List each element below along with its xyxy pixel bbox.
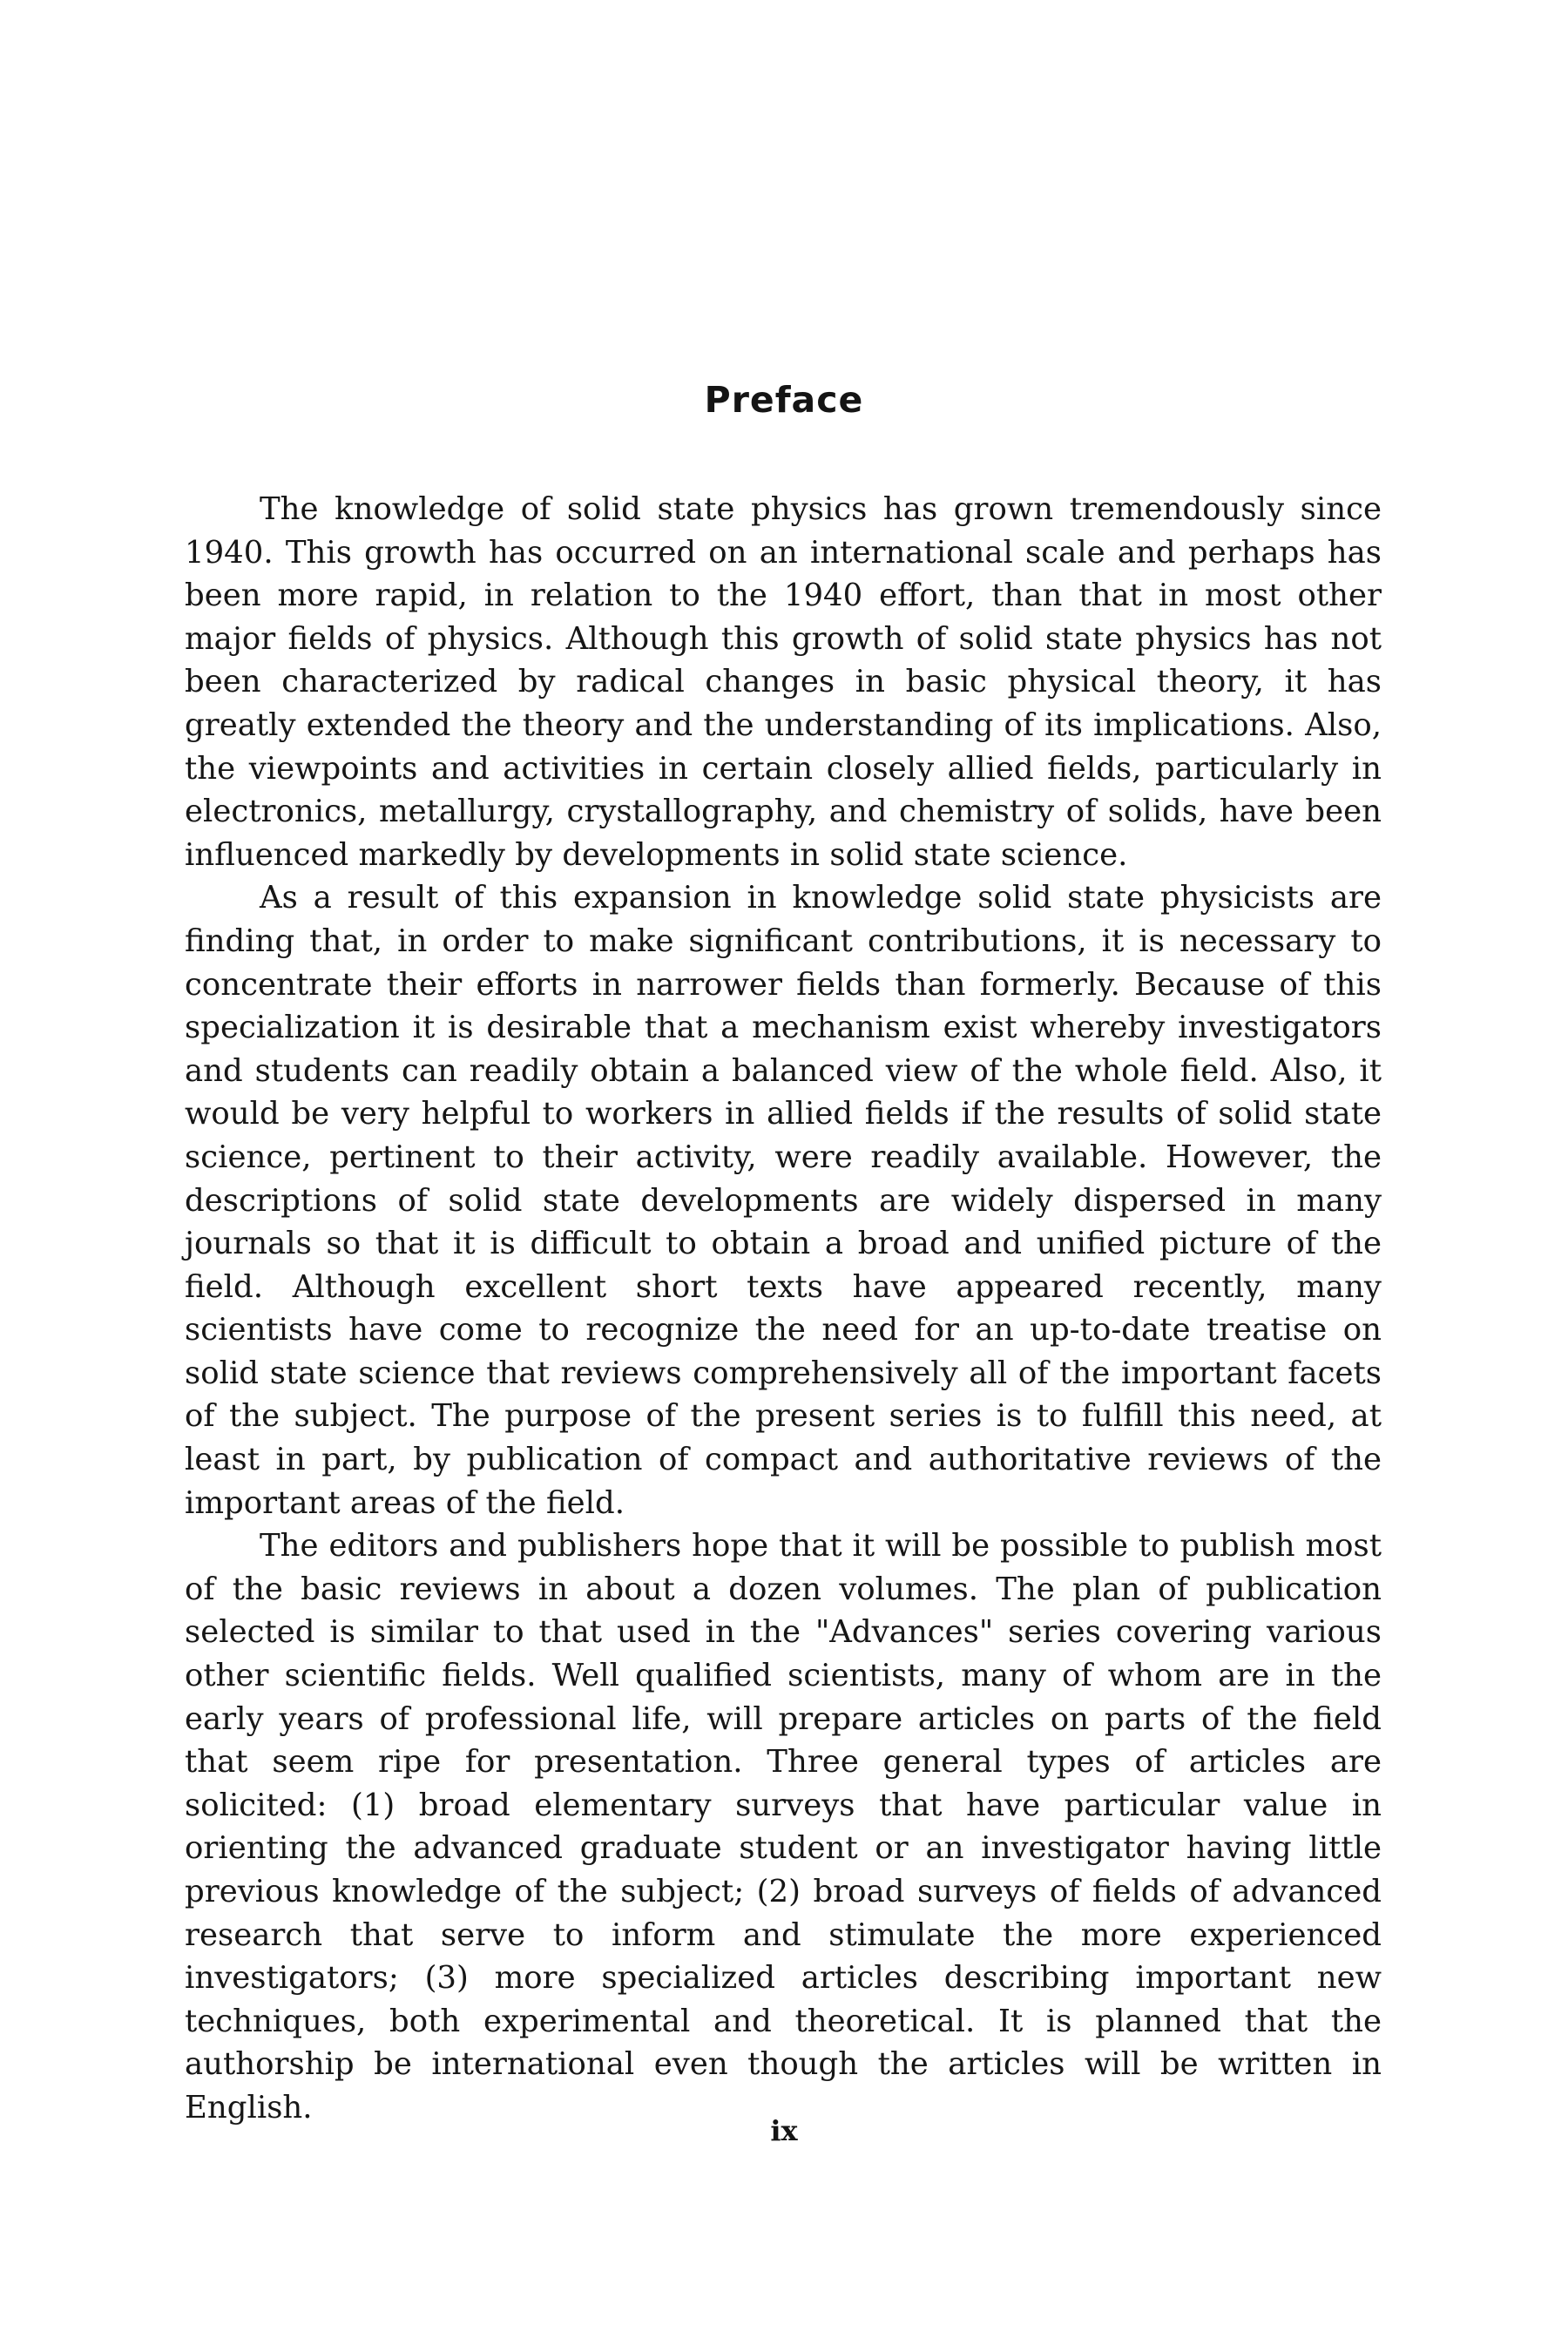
paragraph-1: The knowledge of solid state physics has grown tremendously since 1940. This growth has occurred on an international scale and perhaps has been more rapid, in relation to the 1940 effort, than that in most other major fields of physics. Although this growth of solid state physics has not been characterized by radical changes in basic physical theory, it has greatly extended the theory and the understanding of its implications. Also, the viewpoints and activities in certain closely allied fields, particularly in electronics, metallurgy, crystallography, and chemistry of solids, have been influenced markedly by developments in solid state science.: [185, 491, 1382, 873]
paragraph-2: As a result of this expansion in knowledge solid state physicists are finding that, in order to make significant contributions, it is necessary to concentrate their efforts in narrower fields than formerly. Because of this specialization it is desirable that a mechanism exist whereby investigators and students can readily obtain a balanced view of the whole field. Also, it would be very helpful to workers in allied fields if the results of solid state science, pertinent to their activity, were readily available. However, the descriptions of solid state developments are widely dispersed in many journals so that it is difficult to obtain a broad and unified picture of the field. Although excellent short texts have appeared recently, many scientists have come to recognize the need for an up-to-date treatise on solid state science that reviews comprehensively all of the important facets of the subject. The purpose of the present series is to fulfill this need, at least in part, by publication of compact and authoritative reviews of the important areas of the field.: [185, 880, 1382, 1521]
paragraph-3: The editors and publishers hope that it will be possible to publish most of the basic reviews in about a dozen volumes. The plan of publication selected is similar to that used in the "Advances" series covering various other scientific fields. Well qualified scientists, many of whom are in the early years of professional life, will prepare articles on parts of the field that seem ripe for presentation. Three general types of articles are solicited: (1) broad elementary surveys that have particular value in orienting the advanced graduate student or an investigator having little previous knowledge of the subject; (2) broad surveys of fields of advanced research that serve to inform and stimulate the more experienced investigators; (3) more specialized articles describing important new techniques, both experimental and theoretical. It is planned that the authorship be international even though the articles will be written in English.: [185, 1528, 1382, 2126]
page-title: Preface: [704, 379, 864, 422]
preface-body: [185, 488, 1382, 2130]
page-number: ix: [770, 2114, 798, 2147]
